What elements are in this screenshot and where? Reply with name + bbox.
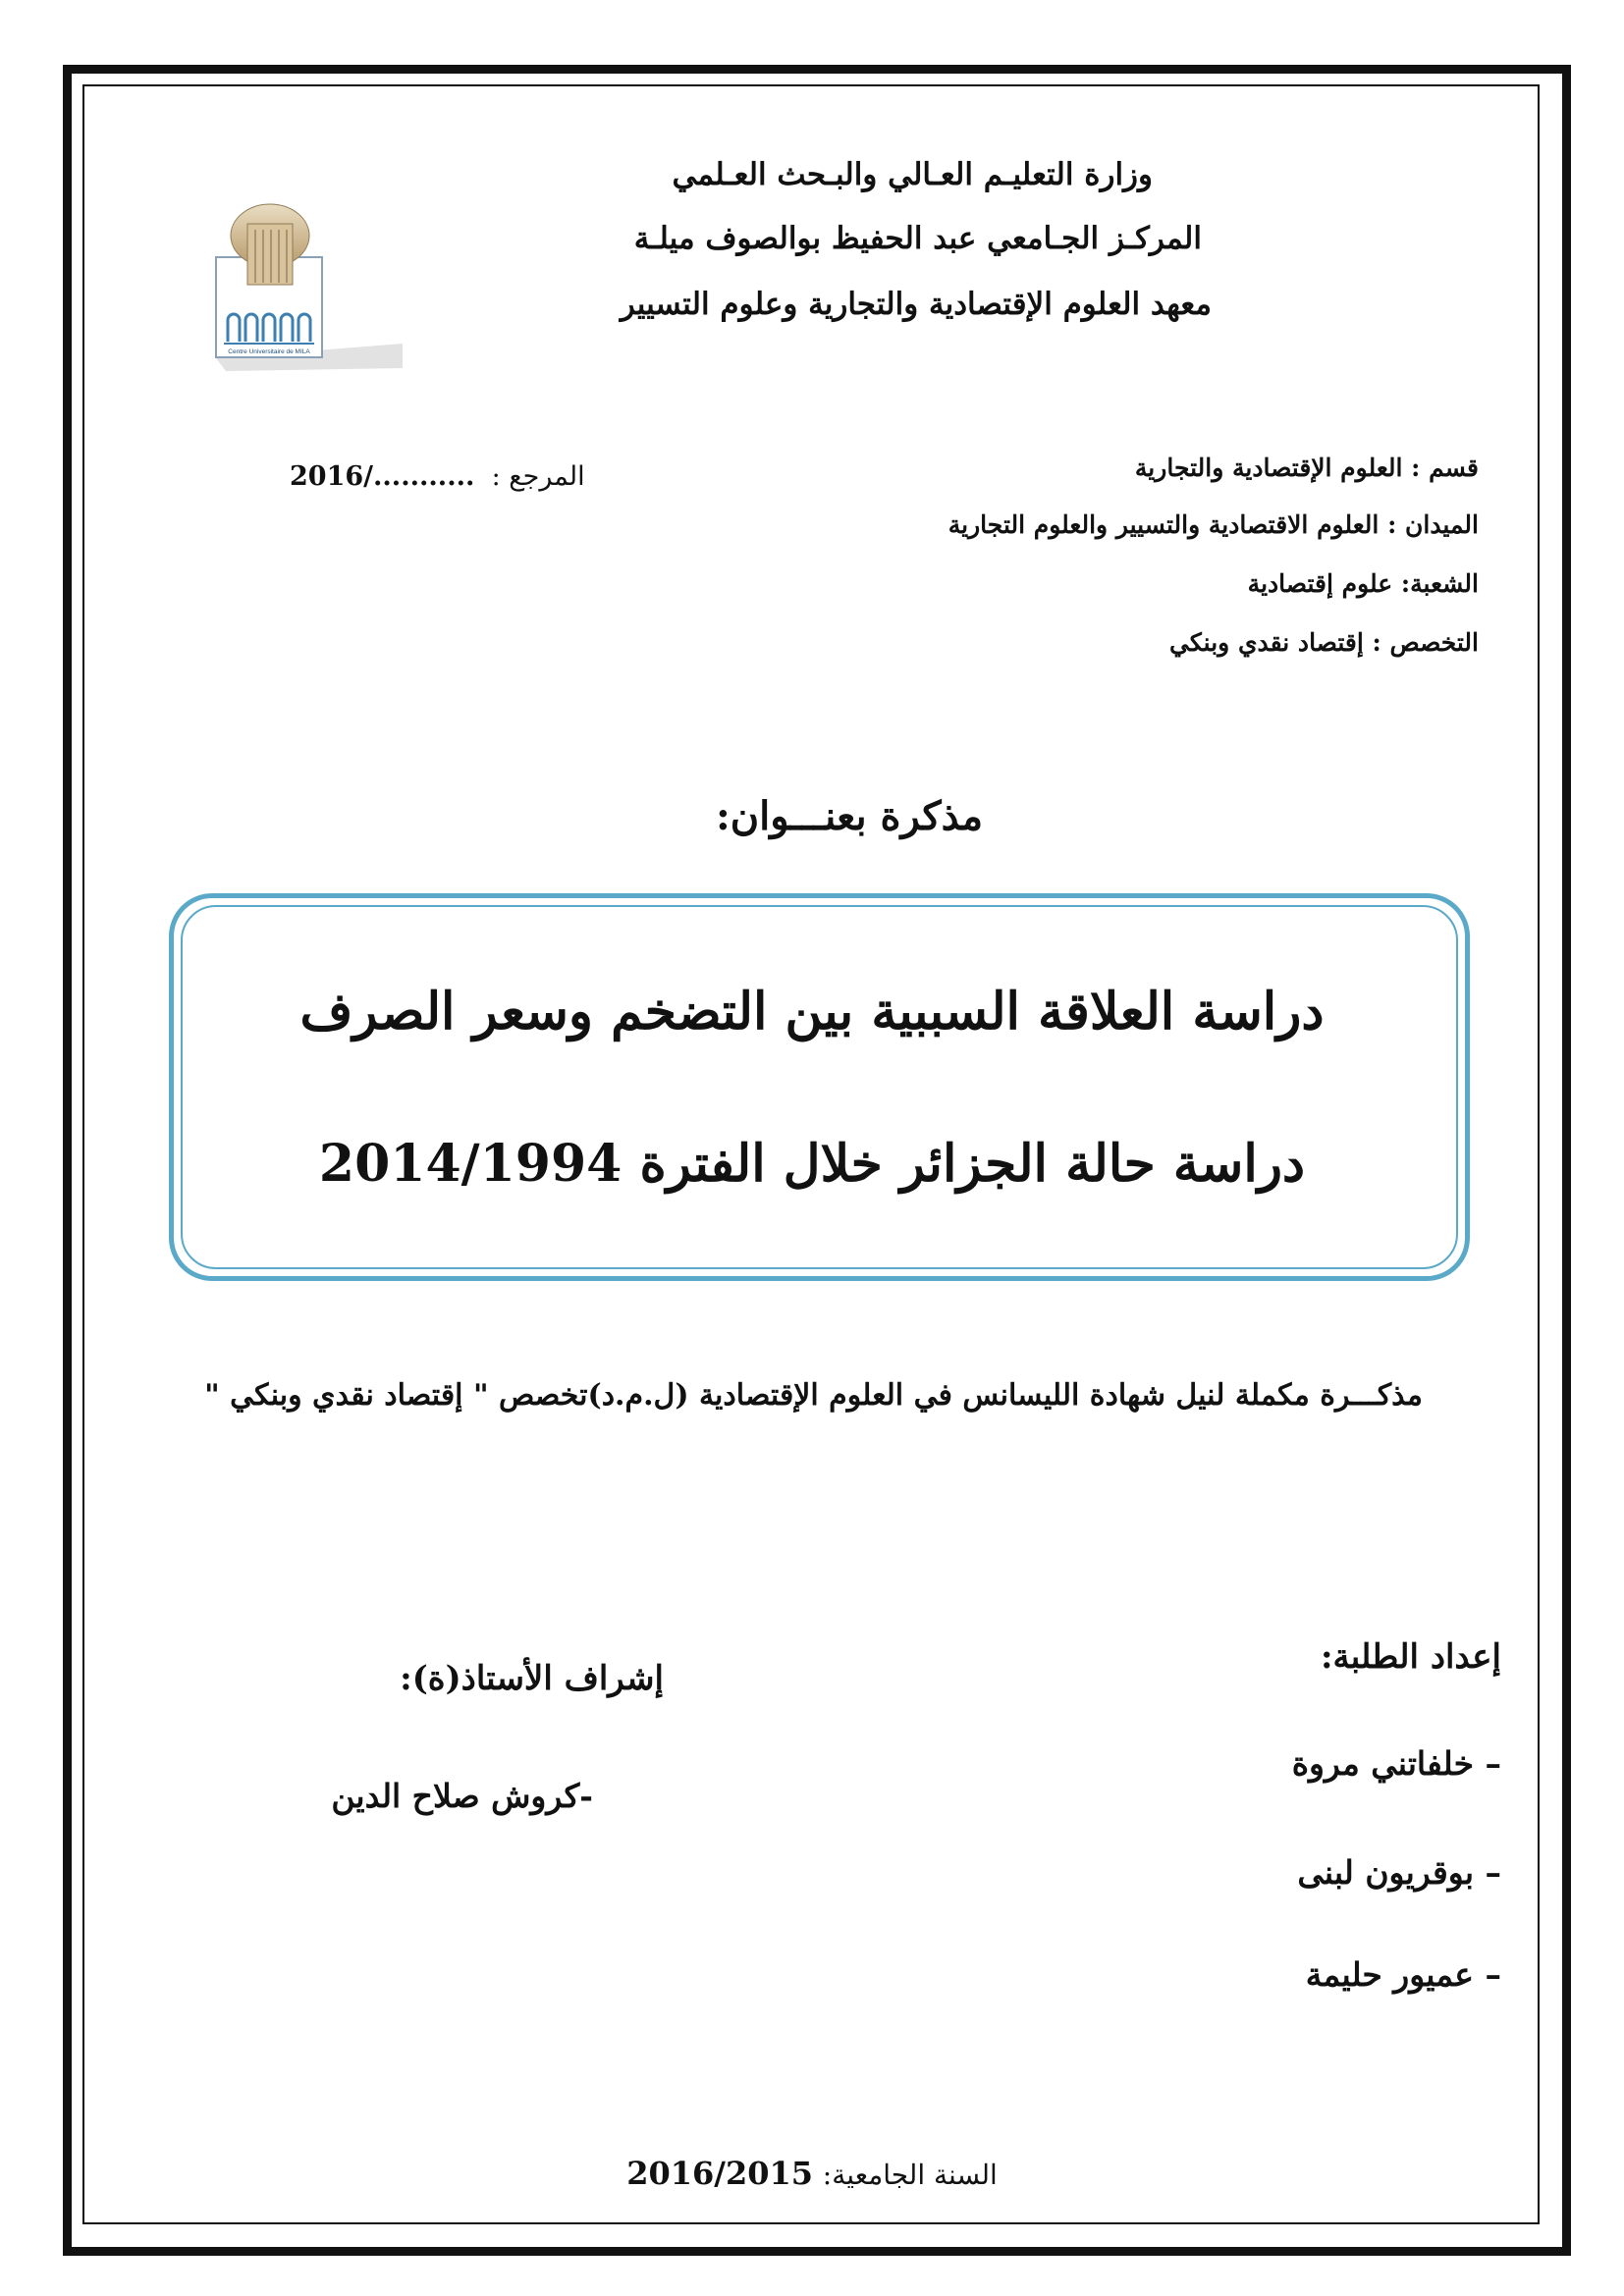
logo-caption: Centre Universitaire de MILA	[228, 348, 310, 355]
student-name: – خلفاتني مروة	[1291, 1744, 1501, 1783]
degree-statement: مذكـــرة مكملة لنيل شهادة الليسانس في العلوم الإقتصادية (ل.م.د)تخصص " إقتصاد نقدي وبنكي "	[204, 1378, 1423, 1413]
university-center-name: المركـز الجـامعي عبد الحفيظ بوالصوف ميلـة	[633, 221, 1202, 256]
title-box-inner-border	[181, 905, 1458, 1269]
info-department: قسم : العلوم الإقتصادية والتجارية	[1134, 454, 1479, 482]
student-name: – بوقريون لبنى	[1297, 1853, 1501, 1892]
thesis-subtitle: دراسة حالة الجزائر خلال الفترة 2014/1994	[318, 1134, 1306, 1194]
students-label: إعداد الطلبة:	[1321, 1637, 1501, 1677]
info-specialty: التخصص : إقتصاد نقدي وبنكي	[1169, 628, 1479, 657]
memo-heading-text: مذكرة بعنـــوان:	[716, 793, 983, 839]
reference-value: 2016/...........	[290, 461, 475, 492]
academic-year-value: 2016/2015	[626, 2155, 814, 2192]
university-logo	[206, 196, 403, 373]
academic-year-label: السنة الجامعية:	[822, 2159, 998, 2191]
reference-line	[290, 461, 585, 492]
student-name: – عميور حليمة	[1305, 1955, 1501, 1994]
memo-heading	[0, 793, 1624, 839]
institute-name: معهد العلوم الإقتصادية والتجارية وعلوم التسيير	[620, 287, 1212, 322]
supervisor-label: إشراف الأستاذ(ة):	[400, 1659, 664, 1698]
info-field: الميدان : العلوم الاقتصادية والتسيير والعلوم التجارية	[947, 510, 1479, 539]
reference-label: المرجع :	[491, 461, 585, 492]
supervisor-name: -كروش صلاح الدين	[331, 1777, 593, 1815]
ministry-name: وزارة التعليـم العـالي والبـحث العـلمي	[672, 157, 1153, 192]
academic-year	[0, 2155, 1624, 2192]
thesis-title: دراسة العلاقة السببية بين التضخم وسعر الصرف	[299, 982, 1325, 1041]
info-branch: الشعبة: علوم إقتصادية	[1247, 569, 1479, 598]
